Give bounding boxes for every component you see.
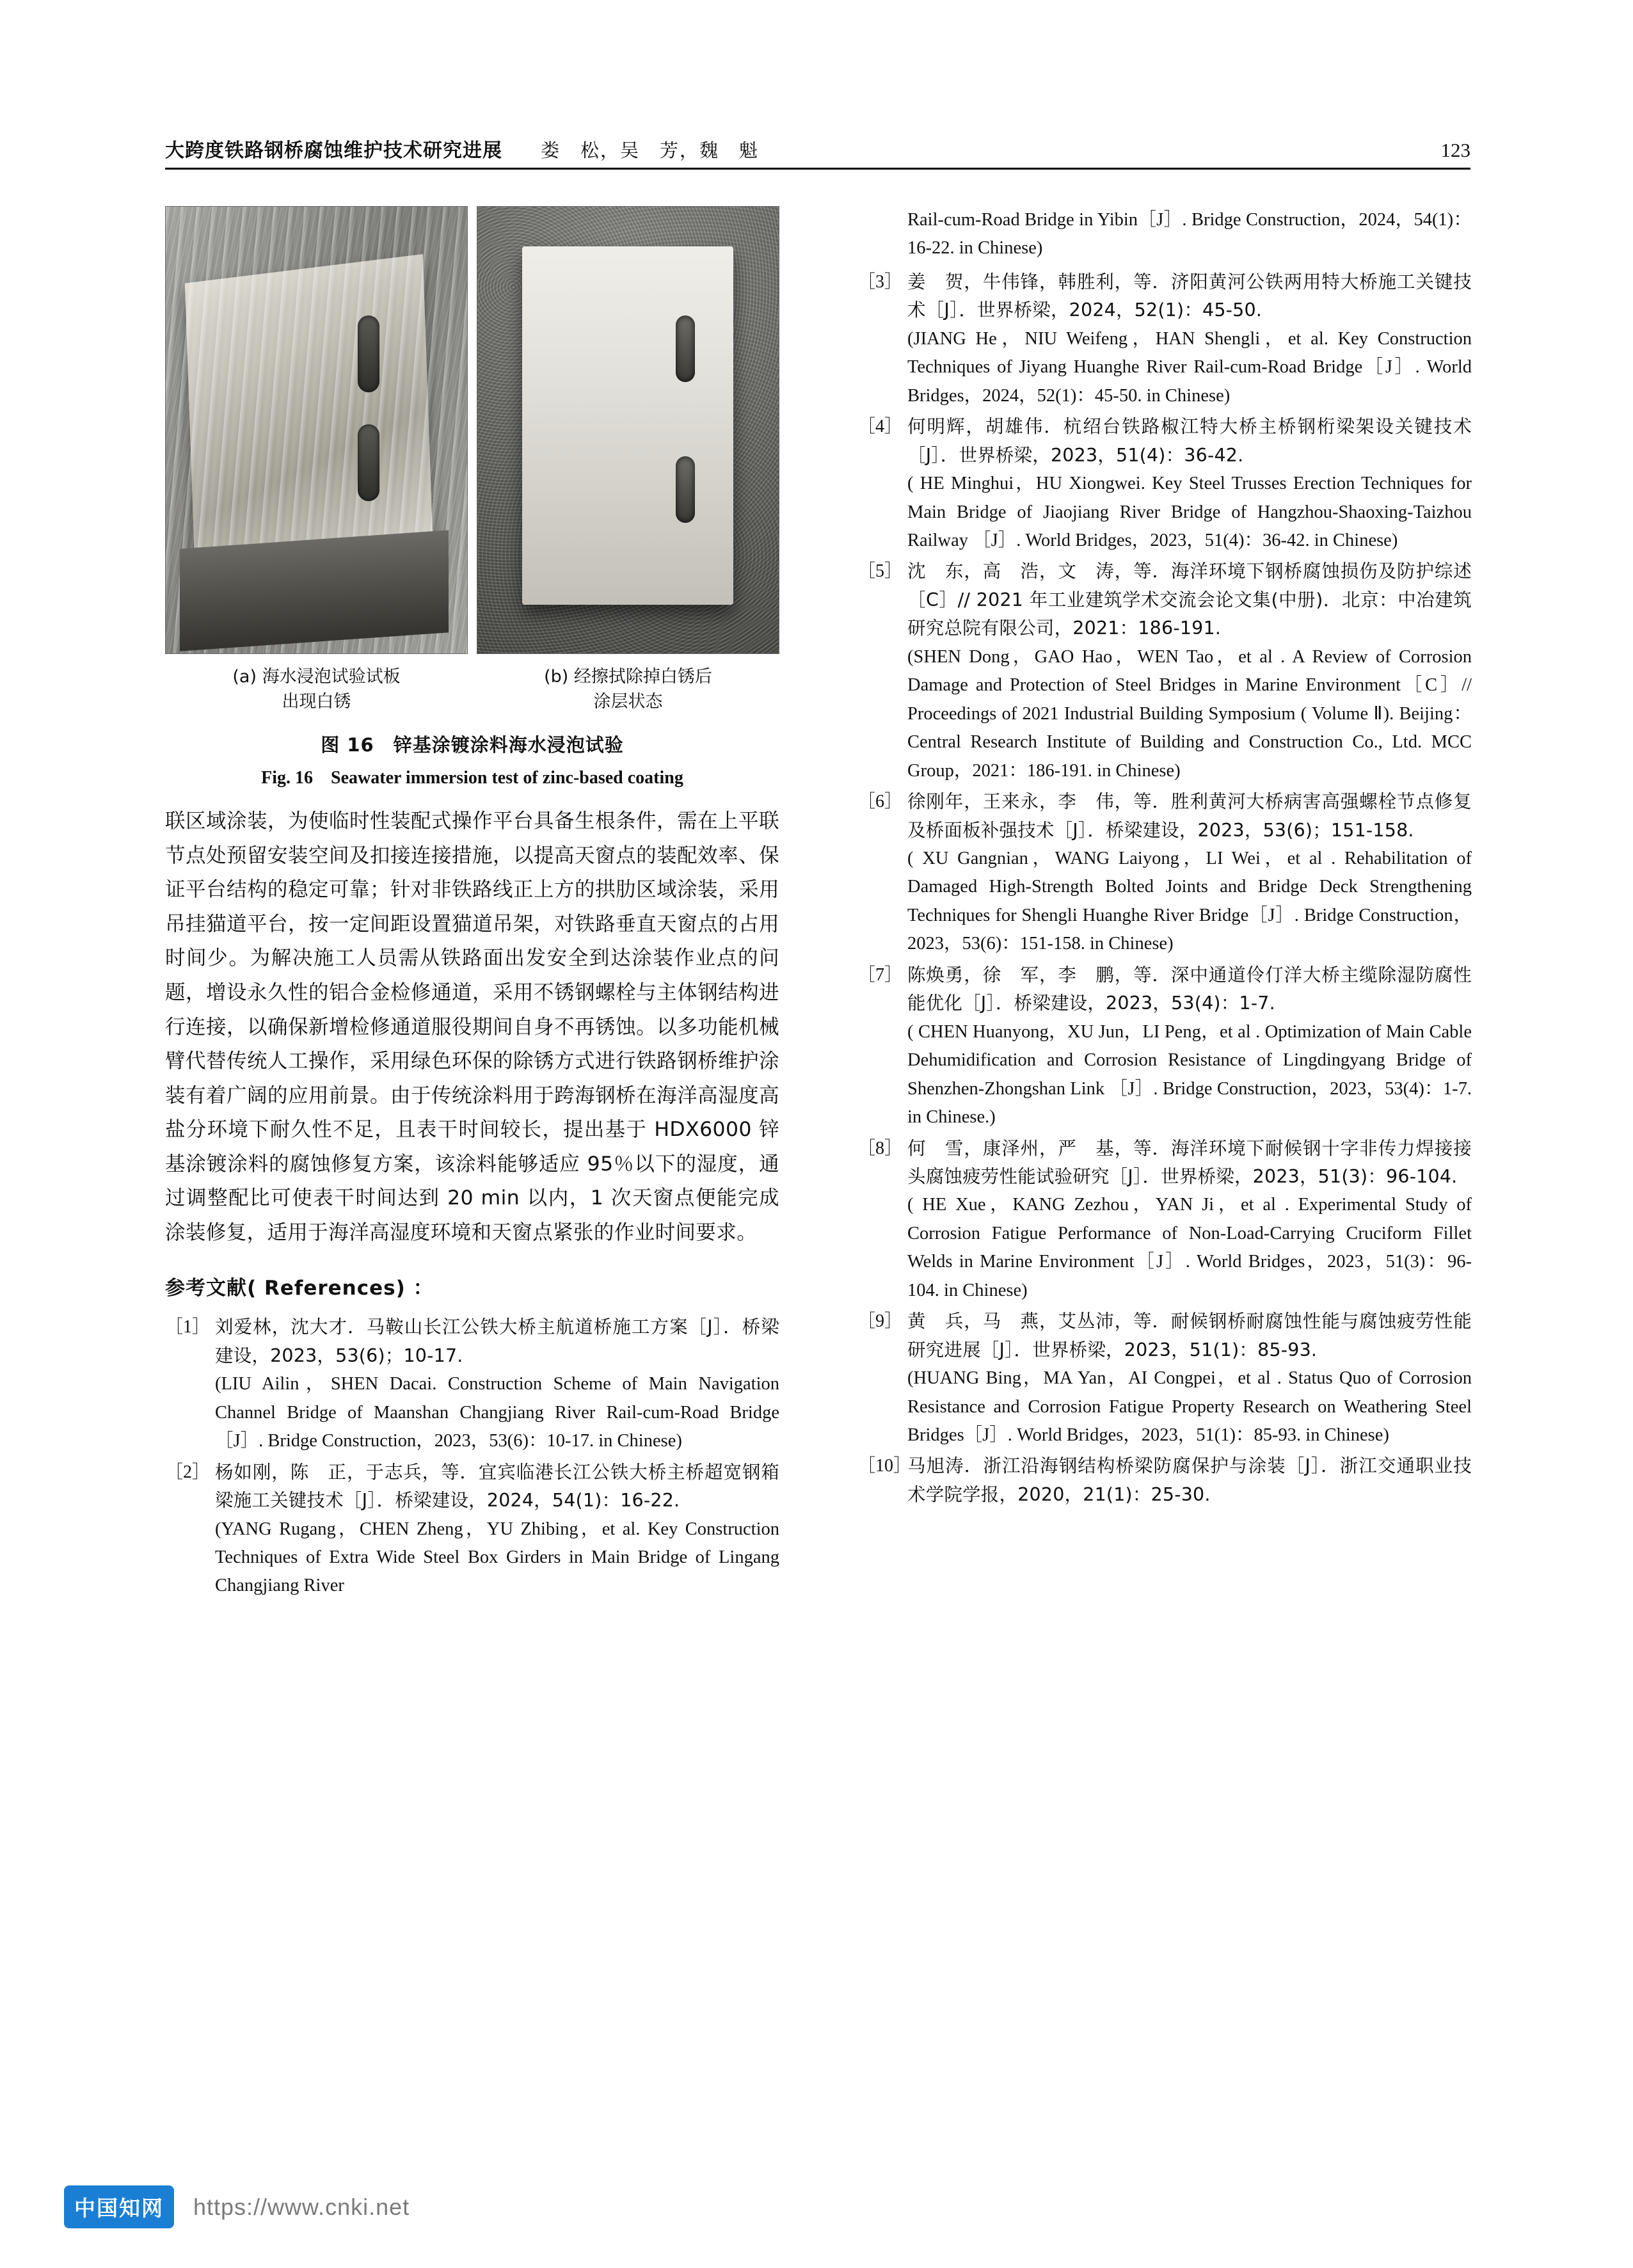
reference-number: ［1］ (165, 1317, 211, 1338)
reference-number: ［10］ (857, 1456, 912, 1476)
reference-text-cn: 刘爱林，沈大才．马鞍山长江公铁大桥主航道桥施工方案［J］．桥梁建设，2023，53(6)；10-17. (215, 1316, 779, 1366)
reference-number: ［8］ (857, 1138, 903, 1158)
reference-text-cn: 何明辉，胡雄伟．杭绍台铁路椒江特大桥主桥钢桁梁架设关键技术［J］．世界桥梁，2023，51(4)：36-42. (907, 416, 1472, 466)
reference-item (857, 1452, 1472, 1509)
reference-text-en: ( CHEN Huanyong，XU Jun，LI Peng，et al . Optimization of Main Cable Dehumidification and Corrosion Resistance of Lingdingyang Bridge of Shenzhen-Zhongshan Link ［J］. Bridge Construction，2023，53(4)：1-7. in Chinese.) (907, 1021, 1472, 1128)
reference-continuation-en: Rail-cum-Road Bridge in Yibin［J］. Bridge Construction，2024，54(1)：16-22. in Chinese) (907, 210, 1472, 259)
left-column (165, 206, 779, 1603)
body-paragraph: 联区域涂装，为使临时性装配式操作平台具备生根条件，需在上平联节点处预留安装空间及扣接连接措施，以提高天窗点的装配效率、保证平台结构的稳定可靠；针对非铁路线正上方的拱肋区域涂装，采用吊挂猫道平台，按一定间距设置猫道吊架，对铁路垂直天窗点的占用时间少。为解决施工人员需从铁路面出发安全到达涂装作业点的问题，增设永久性的铝合金检修通道，采用不锈钢螺栓与主体钢结构进行连接，以确保新增检修通道服役期间自身不再锈蚀。以多功能机械臂代替传统人工操作，采用绿色环保的除锈方式进行铁路钢桥维护涂装有着广阔的应用前景。由于传统涂料用于跨海钢桥在海洋高湿度高盐分环境下耐久性不足，且表干时间较长，提出基于 HDX6000 锌基涂镀涂料的腐蚀修复方案，该涂料能够适应 95％以下的湿度，通过调整配比可使表干时间达到 20 min 以内，1 次天窗点便能完成涂装修复，适用于海洋高湿度环境和天窗点紧张的作业时间要求。 (165, 810, 779, 1244)
reference-text-en: (SHEN Dong，GAO Hao，WEN Tao，et al . A Review of Corrosion Damage and Protection of Steel Bridges in Marine Environment［C］// Proceedings of 2021 Industrial Building Symposium ( Volume Ⅱ). Beijing：Central Research Institute of Building and Construction Co., Ltd. MCC Group，2021：186-191. in Chinese) (907, 646, 1472, 781)
cnki-watermark (64, 2185, 410, 2228)
cnki-url: https://www.cnki.net (193, 2193, 410, 2220)
figure-16b-caption-line2: 涂层状态 (593, 692, 663, 712)
references-list-left (165, 1313, 779, 1601)
reference-number: ［5］ (857, 561, 903, 582)
page-number: 123 (1440, 139, 1470, 161)
figure-16b-caption-line1: (b) 经擦拭除掉白锈后 (544, 667, 712, 687)
figure-16-subcaptions (165, 664, 779, 714)
cnki-logo: 中国知网 (64, 2185, 174, 2228)
reference-item (165, 1313, 779, 1455)
reference-text-cn: 陈焕勇，徐 军，李 鹏，等．深中通道伶仃洋大桥主缆除湿防腐性能优化［J］．桥梁建设，2023，53(4)：1-7. (907, 964, 1472, 1014)
reference-item (857, 557, 1472, 785)
reference-number: ［9］ (857, 1311, 903, 1332)
reference-text-en: ( XU Gangnian，WANG Laiyong，LI Wei，et al . Rehabilitation of Damaged High-Strength Bolted Joints and Bridge Deck Strengthening Techniques for Shengli Huanghe River Bridge［J］. Bridge Construction，2023，53(6)：151-158. in Chinese) (907, 848, 1472, 954)
reference-text-en: (YANG Rugang，CHEN Zheng，YU Zhibing，et al. Key Construction Techniques of Extra Wide Steel Box Girders in Main Bridge of Lingang Changjiang River (215, 1519, 779, 1596)
page-header (165, 134, 1470, 163)
reference-item (857, 1307, 1472, 1449)
right-column (857, 206, 1472, 1514)
figure-16a-caption-line2: 出现白锈 (282, 692, 351, 712)
references-list-right (857, 268, 1472, 1512)
reference-number: ［7］ (857, 964, 903, 985)
reference-text-en: (HUANG Bing，MA Yan，AI Congpei，et al . Status Quo of Corrosion Resistance and Corrosion Fatigue Property Research on Weathering Steel Bridges［J］. World Bridges，2023，51(1)：85-93. in Chinese) (907, 1368, 1472, 1446)
reference-text-en: ( HE Minghui，HU Xiongwei. Key Steel Trusses Erection Techniques for Main Bridge of Jiaojiang River Bridge of Hangzhou-Shaoxing-Taizhou Railway ［J］. World Bridges，2023，51(4)：36-42. in Chinese) (907, 474, 1472, 550)
figure-16-images (165, 206, 779, 654)
reference-number: ［6］ (857, 792, 903, 812)
reference-number: ［4］ (857, 417, 903, 437)
references-heading: 参考文献( References) ： (165, 1277, 434, 1300)
figure-16-title-en: Fig. 16 Seawater immersion test of zinc-based coating (261, 768, 683, 788)
figure-16-title-cn: 图 16 锌基涂镀涂料海水浸泡试验 (321, 734, 624, 756)
header-divider (165, 168, 1470, 170)
reference-item (857, 788, 1472, 959)
reference-text-cn: 马旭涛．浙江沿海钢结构桥梁防腐保护与涂装［J］．浙江交通职业技术学院学报，2020，21(1)：25-30. (907, 1455, 1472, 1505)
reference-text-en: (LIU Ailin，SHEN Dacai. Construction Scheme of Main Navigation Channel Bridge of Maanshan Changjiang River Rail-cum-Road Bridge ［J］. Bridge Construction，2023，53(6)：10-17. in Chinese) (215, 1374, 779, 1451)
reference-item (857, 268, 1472, 410)
figure-16a-caption (165, 664, 468, 714)
reference-item (165, 1458, 779, 1601)
reference-text-en: ( HE Xue，KANG Zezhou，YAN Ji，et al . Experimental Study of Corrosion Fatigue Performance of Non-Load-Carrying Cruciform Fillet Welds in Marine Environment［J］. World Bridges，2023，51(3)：96-104. in Chinese) (907, 1195, 1472, 1300)
figure-16a-caption-line1: (a) 海水浸泡试验试板 (232, 667, 401, 687)
reference-text-cn: 黄 兵，马 燕，艾丛沛，等．耐候钢桥耐腐蚀性能与腐蚀疲劳性能研究进展［J］．世界桥梁，2023，51(1)：85-93. (907, 1311, 1472, 1361)
reference-text-cn: 徐刚年，王来永，李 伟，等．胜利黄河大桥病害高强螺栓节点修复及桥面板补强技术［J］．桥梁建设，2023，53(6)；151-158. (907, 791, 1472, 841)
reference-text-cn: 何 雪，康泽州，严 基，等．海洋环境下耐候钢十字非传力焊接接头腐蚀疲劳性能试验研究［J］．世界桥梁，2023，51(3)：96-104. (907, 1137, 1472, 1187)
reference-number: ［3］ (857, 271, 903, 292)
reference-number: ［2］ (165, 1462, 211, 1482)
reference-text-cn: 姜 贺，牛伟锋，韩胜利，等．济阳黄河公铁两用特大桥施工关键技术［J］．世界桥梁，2024，52(1)：45-50. (907, 271, 1472, 321)
reference-item (857, 413, 1472, 555)
figure-16a-photo (165, 206, 468, 654)
running-head-title: 大跨度铁路钢桥腐蚀维护技术研究进展 (165, 140, 502, 162)
reference-item (857, 961, 1472, 1132)
figure-16b-photo (477, 206, 779, 654)
reference-text-cn: 沈 东，高 浩，文 涛，等．海洋环境下钢桥腐蚀损伤及防护综述［C］// 2021 年工业建筑学术交流会论文集(中册)．北京：中冶建筑研究总院有限公司，2021：186-191. (907, 561, 1472, 639)
reference-text-cn: 杨如刚，陈 正，于志兵，等．宜宾临港长江公铁大桥主桥超宽钢箱梁施工关键技术［J］．桥梁建设，2024，54(1)：16-22. (215, 1461, 779, 1512)
running-head-authors: 娄 松，吴 芳，魏 魁 (541, 140, 760, 161)
reference-text-en: (JIANG He，NIU Weifeng，HAN Shengli，et al. Key Construction Techniques of Jiyang Huanghe River Rail-cum-Road Bridge［J］. World Bridges，2024，52(1)：45-50. in Chinese) (907, 328, 1472, 406)
reference-item (857, 1135, 1472, 1306)
figure-16b-caption (477, 664, 779, 714)
